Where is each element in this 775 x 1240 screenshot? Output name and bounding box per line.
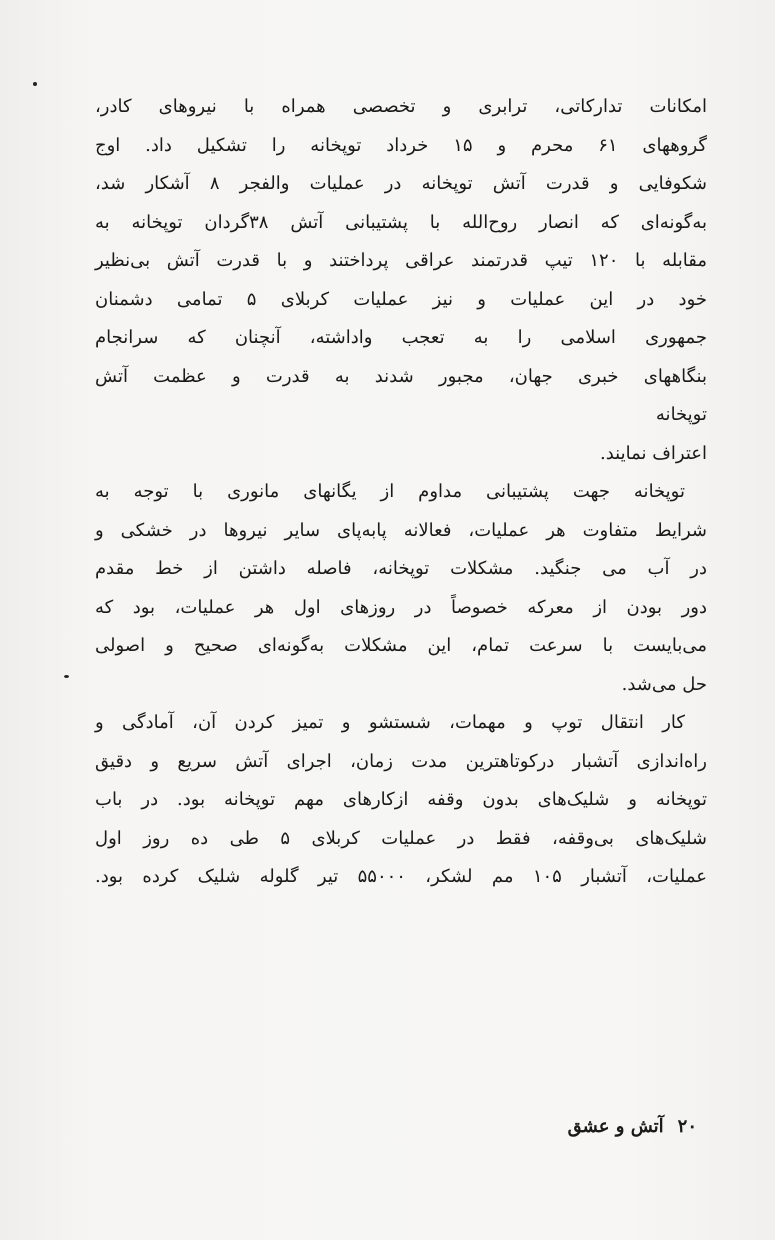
text-line: دور بودن از معرکه خصوصاً در روزهای اول هر عملیات، بود که	[95, 596, 707, 618]
page-number: ۲۰	[677, 1116, 697, 1137]
text-line: توپخانه	[655, 404, 707, 425]
speck	[33, 82, 37, 86]
page-footer	[568, 1116, 697, 1137]
text-line: شکوفایی و قدرت آتش توپخانه در عملیات والفجر ۸ آشکار شد،	[95, 173, 707, 194]
text-line: جمهوری اسلامی را به تعجب واداشته، آنچنان که سرانجام	[95, 327, 707, 348]
text-line: اعتراف نمایند.	[600, 442, 707, 464]
paragraph-start: توپخانه جهت پشتیبانی مداوم از یگانهای مانوری با توجه به	[95, 481, 685, 502]
text-line: به‌گونه‌ای که انصار روح‌الله با پشتیبانی آتش ۳۸گردان توپخانه به	[95, 211, 707, 233]
text-line: شرایط متفاوت هر عملیات، فعالانه پابه‌پای سایر نیروها در خشکی و	[95, 519, 707, 541]
book-title: آتش و عشق	[567, 1116, 664, 1137]
text-line: راه‌اندازی آتشبار درکوتاهترین مدت زمان، اجرای آتش سریع و دقیق	[95, 750, 707, 772]
text-line: امکانات تدارکاتی، ترابری و تخصصی همراه با نیروهای کادر،	[95, 96, 707, 117]
text-line: توپخانه و شلیک‌های بدون وقفه ازکارهای مهم توپخانه بود. در باب	[95, 789, 707, 810]
text-line: حل می‌شد.	[621, 673, 707, 695]
text-line: در آب می جنگید. مشکلات توپخانه، فاصله داشتن از خط مقدم	[95, 558, 707, 579]
text-line: می‌بایست با سرعت تمام، این مشکلات به‌گونه‌ای صحیح و اصولی	[95, 635, 707, 656]
speck	[64, 675, 69, 678]
paragraph-start: کار انتقال توپ و مهمات، شستشو و تمیز کردن آن، آمادگی و	[95, 712, 685, 733]
text-line: بنگاههای خبری جهان، مجبور شدند به قدرت و عظمت آتش	[95, 365, 707, 387]
text-line: شلیک‌های بی‌وقفه، فقط در عملیات کربلای ۵ طی ده روز اول	[95, 827, 707, 849]
text-line: خود در این عملیات و نیز عملیات کربلای ۵ تمامی دشمنان	[95, 288, 707, 310]
text-line: مقابله با ۱۲۰ تیپ قدرتمند عراقی پرداختند و با قدرت آتش بی‌نظیر	[95, 250, 707, 271]
text-line: گروههای ۶۱ محرم و ۱۵ خرداد توپخانه را تشکیل داد. اوج	[95, 134, 707, 156]
body-text	[95, 88, 707, 897]
text-line: عملیات، آتشبار ۱۰۵ مم لشکر، ۵۵۰۰۰ تیر گلوله شلیک کرده بود.	[95, 866, 707, 887]
